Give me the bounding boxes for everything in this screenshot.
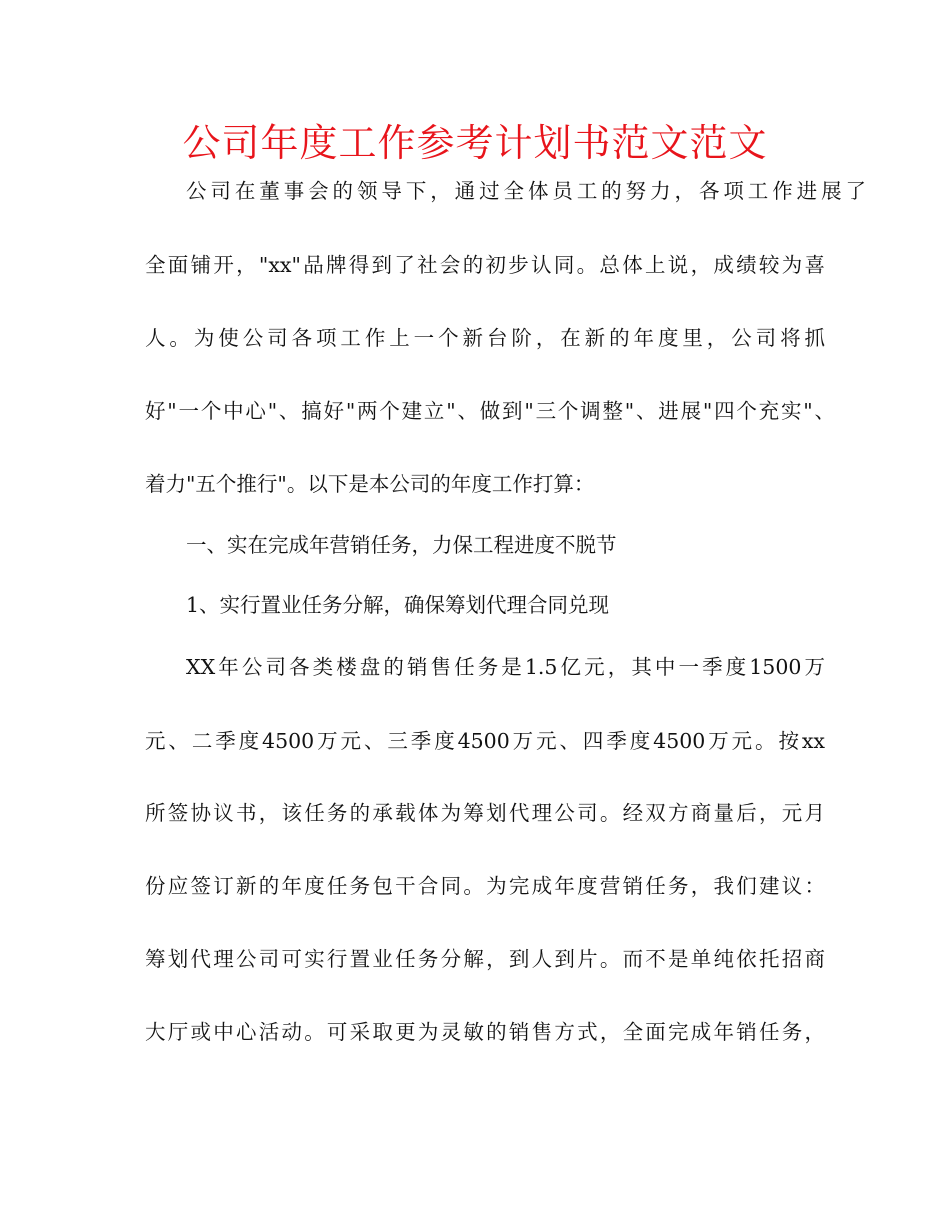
paragraph-line: 所签协议书，该任务的承载体为筹划代理公司。经双方商量后，元月 [145, 801, 825, 825]
subsection-heading: 1、实行置业任务分解，确保筹划代理合同兑现 [186, 593, 610, 617]
paragraph-line: 元、二季度4500万元、三季度4500万元、四季度4500万元。按xx [145, 729, 825, 753]
paragraph-line: 筹划代理公司可实行置业任务分解，到人到片。而不是单纯依托招商 [145, 947, 825, 971]
section-heading: 一、实在完成年营销任务，力保工程进度不脱节 [186, 533, 617, 557]
document-title: 公司年度工作参考计划书范文范文 [182, 121, 768, 165]
paragraph-line: 人。为使公司各项工作上一个新台阶，在新的年度里，公司将抓 [145, 326, 825, 350]
paragraph-line: 公司在董事会的领导下，通过全体员工的努力，各项工作进展了 [186, 179, 866, 203]
paragraph-line: XX年公司各类楼盘的销售任务是1.5亿元，其中一季度1500万 [186, 655, 825, 679]
paragraph-line: 全面铺开，"xx"品牌得到了社会的初步认同。总体上说，成绩较为喜 [145, 253, 825, 277]
paragraph-line: 着力"五个推行"。以下是本公司的年度工作打算： [145, 472, 595, 496]
paragraph-line: 好"一个中心"、搞好"两个建立"、做到"三个调整"、进展"四个充实"、 [145, 399, 835, 423]
paragraph-line: 大厅或中心活动。可采取更为灵敏的销售方式，全面完成年销任务， [145, 1020, 825, 1044]
paragraph-line: 份应签订新的年度任务包干合同。为完成年度营销任务，我们建议： [145, 874, 825, 898]
